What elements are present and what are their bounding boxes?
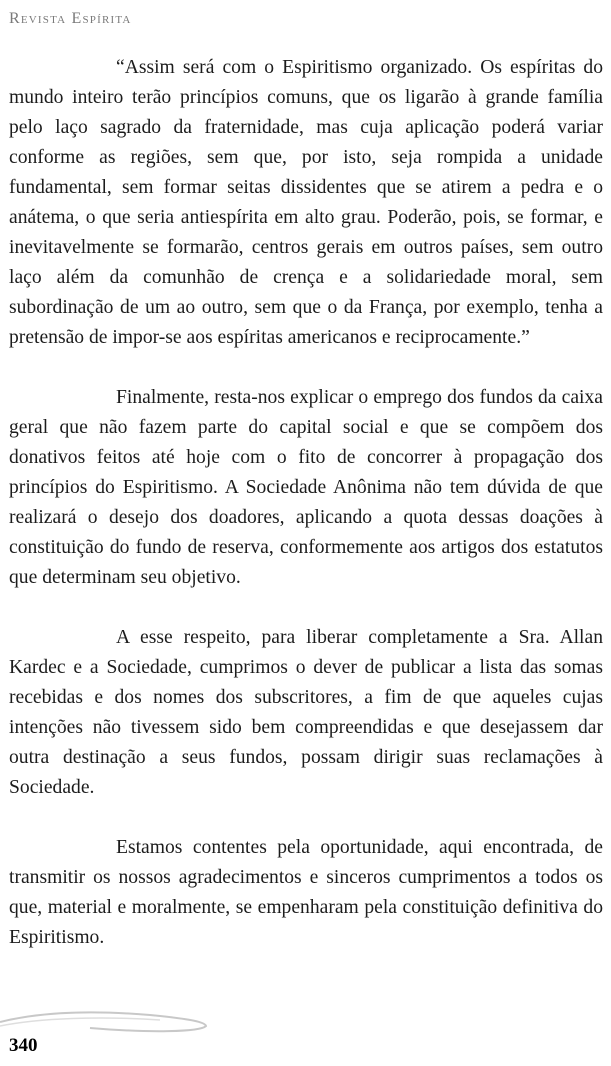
page-footer <box>0 1006 611 1066</box>
page-number: 340 <box>9 1035 38 1056</box>
running-header: Revista Espírita <box>9 10 132 27</box>
paragraph-subscribers: A esse respeito, para liberar completamente a Sra. Allan Kardec e a Sociedade, cumprimos o dever de publicar a lista das somas recebidas e dos nomes dos subscritores, a fim de que aqueles cujas intenções não tivessem sido bem compreendidas e que desejassem dar outra destinação a seus fundos, possam dirigir suas reclamações à Sociedade. <box>9 627 603 798</box>
paragraph-quote: “Assim será com o Espiritismo organizado. Os espíritas do mundo inteiro terão princípios comuns, que os ligarão à grande família pelo laço sagrado da fraternidade, mas cuja aplicação poderá variar conforme as regiões, sem que, por isto, seja rompida a unidade fundamental, sem formar seitas dissidentes que se atirem a pedra e o anátema, o que seria antiespírita em alto grau. Poderão, pois, se formar, e inevitavelmente se formarão, centros gerais em outros países, sem outro laço além da comunhão de crença e a solidariedade moral, sem subordinação de um ao outro, sem que o da França, por exemplo, tenha a pretensão de impor-se aos espíritas americanos e reciprocamente.” <box>9 57 603 348</box>
page-body <box>9 53 603 983</box>
paragraph-thanks: Estamos contentes pela oportunidade, aqui encontrada, de transmitir os nossos agradecimentos e sinceros cumprimentos a todos os que, material e moralmente, se empenharam pela constituição definitiva do Espiritismo. <box>9 837 603 948</box>
paragraph-funds: Finalmente, resta-nos explicar o emprego dos fundos da caixa geral que não fazem parte do capital social e que se compõem dos donativos feitos até hoje com o fito de concorrer à propagação dos princípios do Espiritismo. A Sociedade Anônima não tem dúvida de que realizará o desejo dos doadores, aplicando a quota dessas doações à constituição do fundo de reserva, conformemente aos artigos dos estatutos que determinam seu objetivo. <box>9 387 603 588</box>
decorative-swoosh-icon <box>0 1006 220 1036</box>
